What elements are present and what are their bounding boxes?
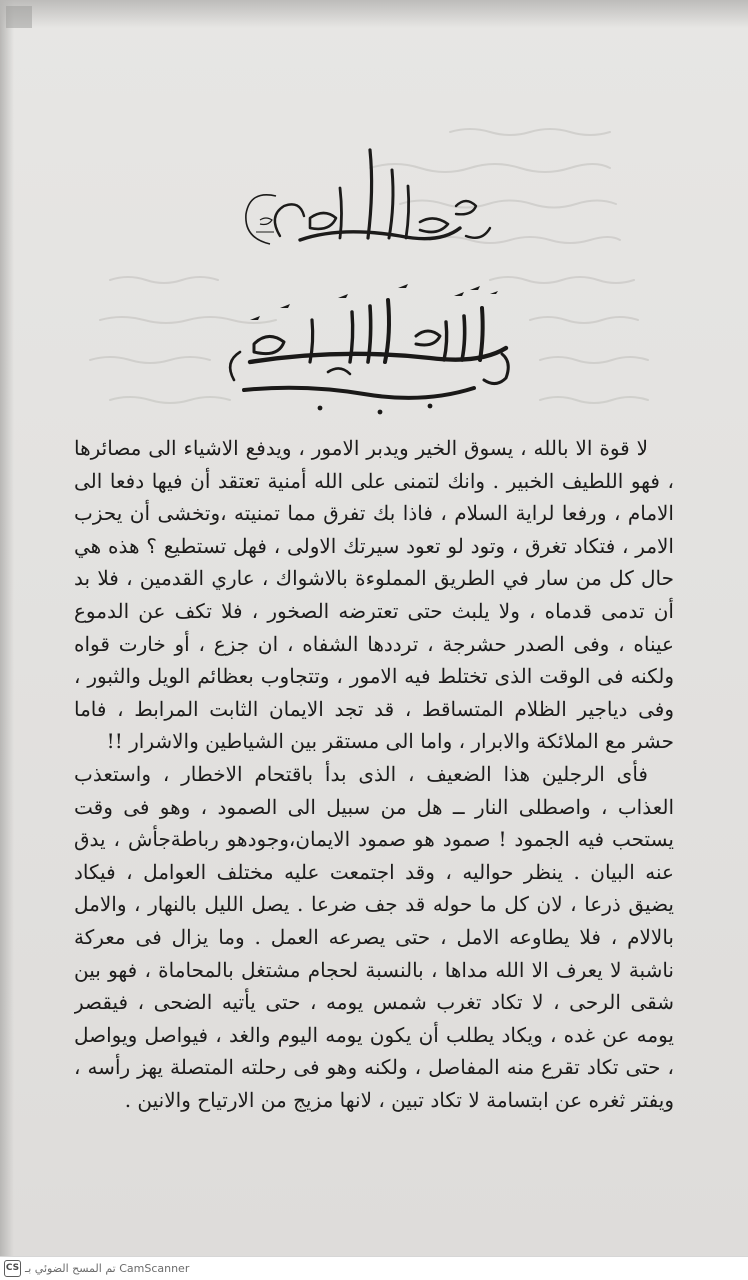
page-left-shadow — [0, 0, 14, 1256]
title-calligraphy — [275, 150, 490, 240]
camscanner-footer-text: تم المسح الضوئي بـ CamScanner — [25, 1262, 190, 1275]
paragraph-1: لا قوة الا بالله ، يسوق الخير ويدبر الامور ، ويدفع الاشياء الى مصائرها ، فهو اللطيف الخبير . وانك لتمنى على الله أمنية تعتقد أن فيها دفعا الى الامام ، ورفعا لراية السلام ، فاذا بك تفرق مما تمنيته ،وتخشى أن يحزب الامر ، فتكاد تغرق ، وتود لو تعود سيرتك الاولى ، فهل تستطيع ؟ هذه هي حال كل من سار في الطريق المملوءة بالاشواك ، عاري القدمين ، فلا بد أن تدمى قدماه ، ولا يلبث حتى تعترضه الصخور ، فلا تكف عن الدموع عيناه ، وفى الصدر حشرجة ، ترددها الشفاه ، ان جزع ، أو خارت قواه ولكنه فى الوقت الذى تختلط فيه الامور ، وتتجاوب بعظائم الويل والثبور ، وفى دياجير الظلام المتساقط ، قد تجد الايمان الثابت المرابط ، فاما حشر مع الملائكة والابرار ، واما الى مستقر بين الشياطين والاشرار !! — [74, 436, 674, 754]
heading-calligraphy — [220, 140, 540, 440]
page-corner-mark — [6, 6, 32, 28]
paragraph-2: فأى الرجلين هذا الضعيف ، الذى بدأ باقتحام الاخطار ، واستعذب العذاب ، واصطلى النار ــ هل من سبيل الى الصمود ، وهو فى وقت يستحب فيه الجمود ! صمود هو صمود الايمان،وجودهو رباطةجأش ، يدق عنه البيان . ينظر حواليه ، وقد اجتمعت عليه مختلف العوامل ، فيكاد يضيق ذرعا ، لان كل ما حوله قد جف ضرعا . يصل الليل بالنهار ، والامل بالالام ، فلا يطاوعه الامل ، حتى يصرعه العمل . وما يزال فى معركة ناشبة لا يعرف الا الله مداها ، بالنسبة لحجام مشتغل بالمحاماة ، فهو بين شقى الرحى ، لا تكاد تغرب شمس يومه ، حتى يأتيه الضحى ، فيقصر يومه عن غده ، ويكاد يطلب أن يكون يومه اليوم والغد ، فيواصل ويواصل ، حتى تكاد تقرع منه المفاصل ، ولكنه وهو فى رحلته المتصلة يهز رأسه ، ويفتر ثغره عن ابتسامة لا تكاد تبين ، لانها مزيج من الارتياح والانين . — [74, 761, 674, 1112]
basmala-calligraphy — [230, 300, 508, 398]
camscanner-logo-icon: CS — [4, 1260, 21, 1277]
body-text — [74, 432, 674, 1172]
ornament-seal — [246, 195, 276, 244]
page-top-shadow — [0, 0, 748, 28]
camscanner-footer — [0, 1256, 748, 1280]
